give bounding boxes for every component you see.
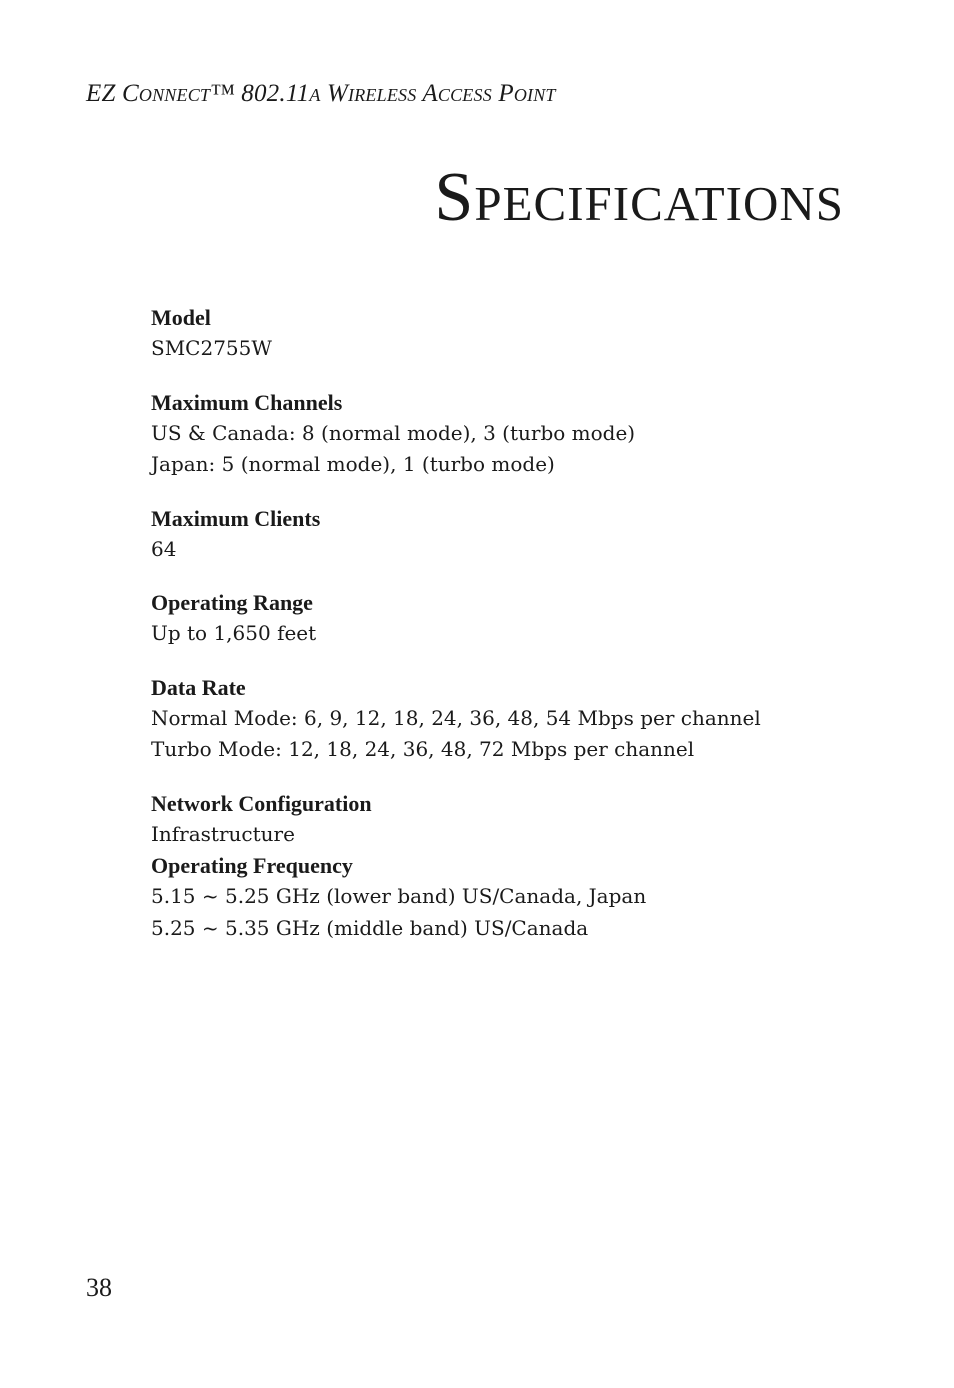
spec-operating-frequency	[151, 850, 871, 944]
page-title: Specifications	[434, 159, 844, 236]
spec-network-configuration	[151, 788, 871, 851]
spec-value: 64	[151, 536, 177, 561]
spec-label: Data Rate	[151, 674, 246, 700]
spec-label: Maximum Channels	[151, 389, 343, 415]
spec-value: SMC2755W	[151, 336, 272, 360]
spec-label: Operating Range	[151, 590, 313, 615]
page-number: 38	[86, 1273, 112, 1302]
spec-maximum-clients	[151, 503, 871, 566]
spec-maximum-channels	[151, 387, 871, 481]
spec-value: 5.25 ~ 5.35 GHz (middle band) US/Canada	[151, 915, 589, 940]
spec-label: Network Configuration	[151, 790, 372, 816]
spec-operating-range	[151, 587, 871, 650]
spec-value: Turbo Mode: 12, 18, 24, 36, 48, 72 Mbps per channel	[151, 737, 695, 761]
spec-value: 5.15 ~ 5.25 GHz (lower band) US/Canada, Japan	[151, 884, 647, 908]
running-header: EZ Connect™ 802.11a Wireless Access Point	[86, 80, 556, 107]
spec-label: Model	[151, 305, 211, 330]
spec-value: Japan: 5 (normal mode), 1 (turbo mode)	[151, 452, 555, 476]
spec-model	[151, 302, 871, 365]
specifications-list	[151, 302, 871, 944]
spec-label: Operating Frequency	[151, 853, 353, 878]
spec-value: US & Canada: 8 (normal mode), 3 (turbo mode)	[151, 420, 636, 445]
spec-label: Maximum Clients	[151, 505, 321, 531]
spec-data-rate	[151, 672, 871, 766]
spec-value: Up to 1,650 feet	[151, 621, 317, 645]
spec-value: Normal Mode: 6, 9, 12, 18, 24, 36, 48, 54 Mbps per channel	[151, 705, 761, 730]
spec-value: Infrastructure	[151, 821, 295, 846]
